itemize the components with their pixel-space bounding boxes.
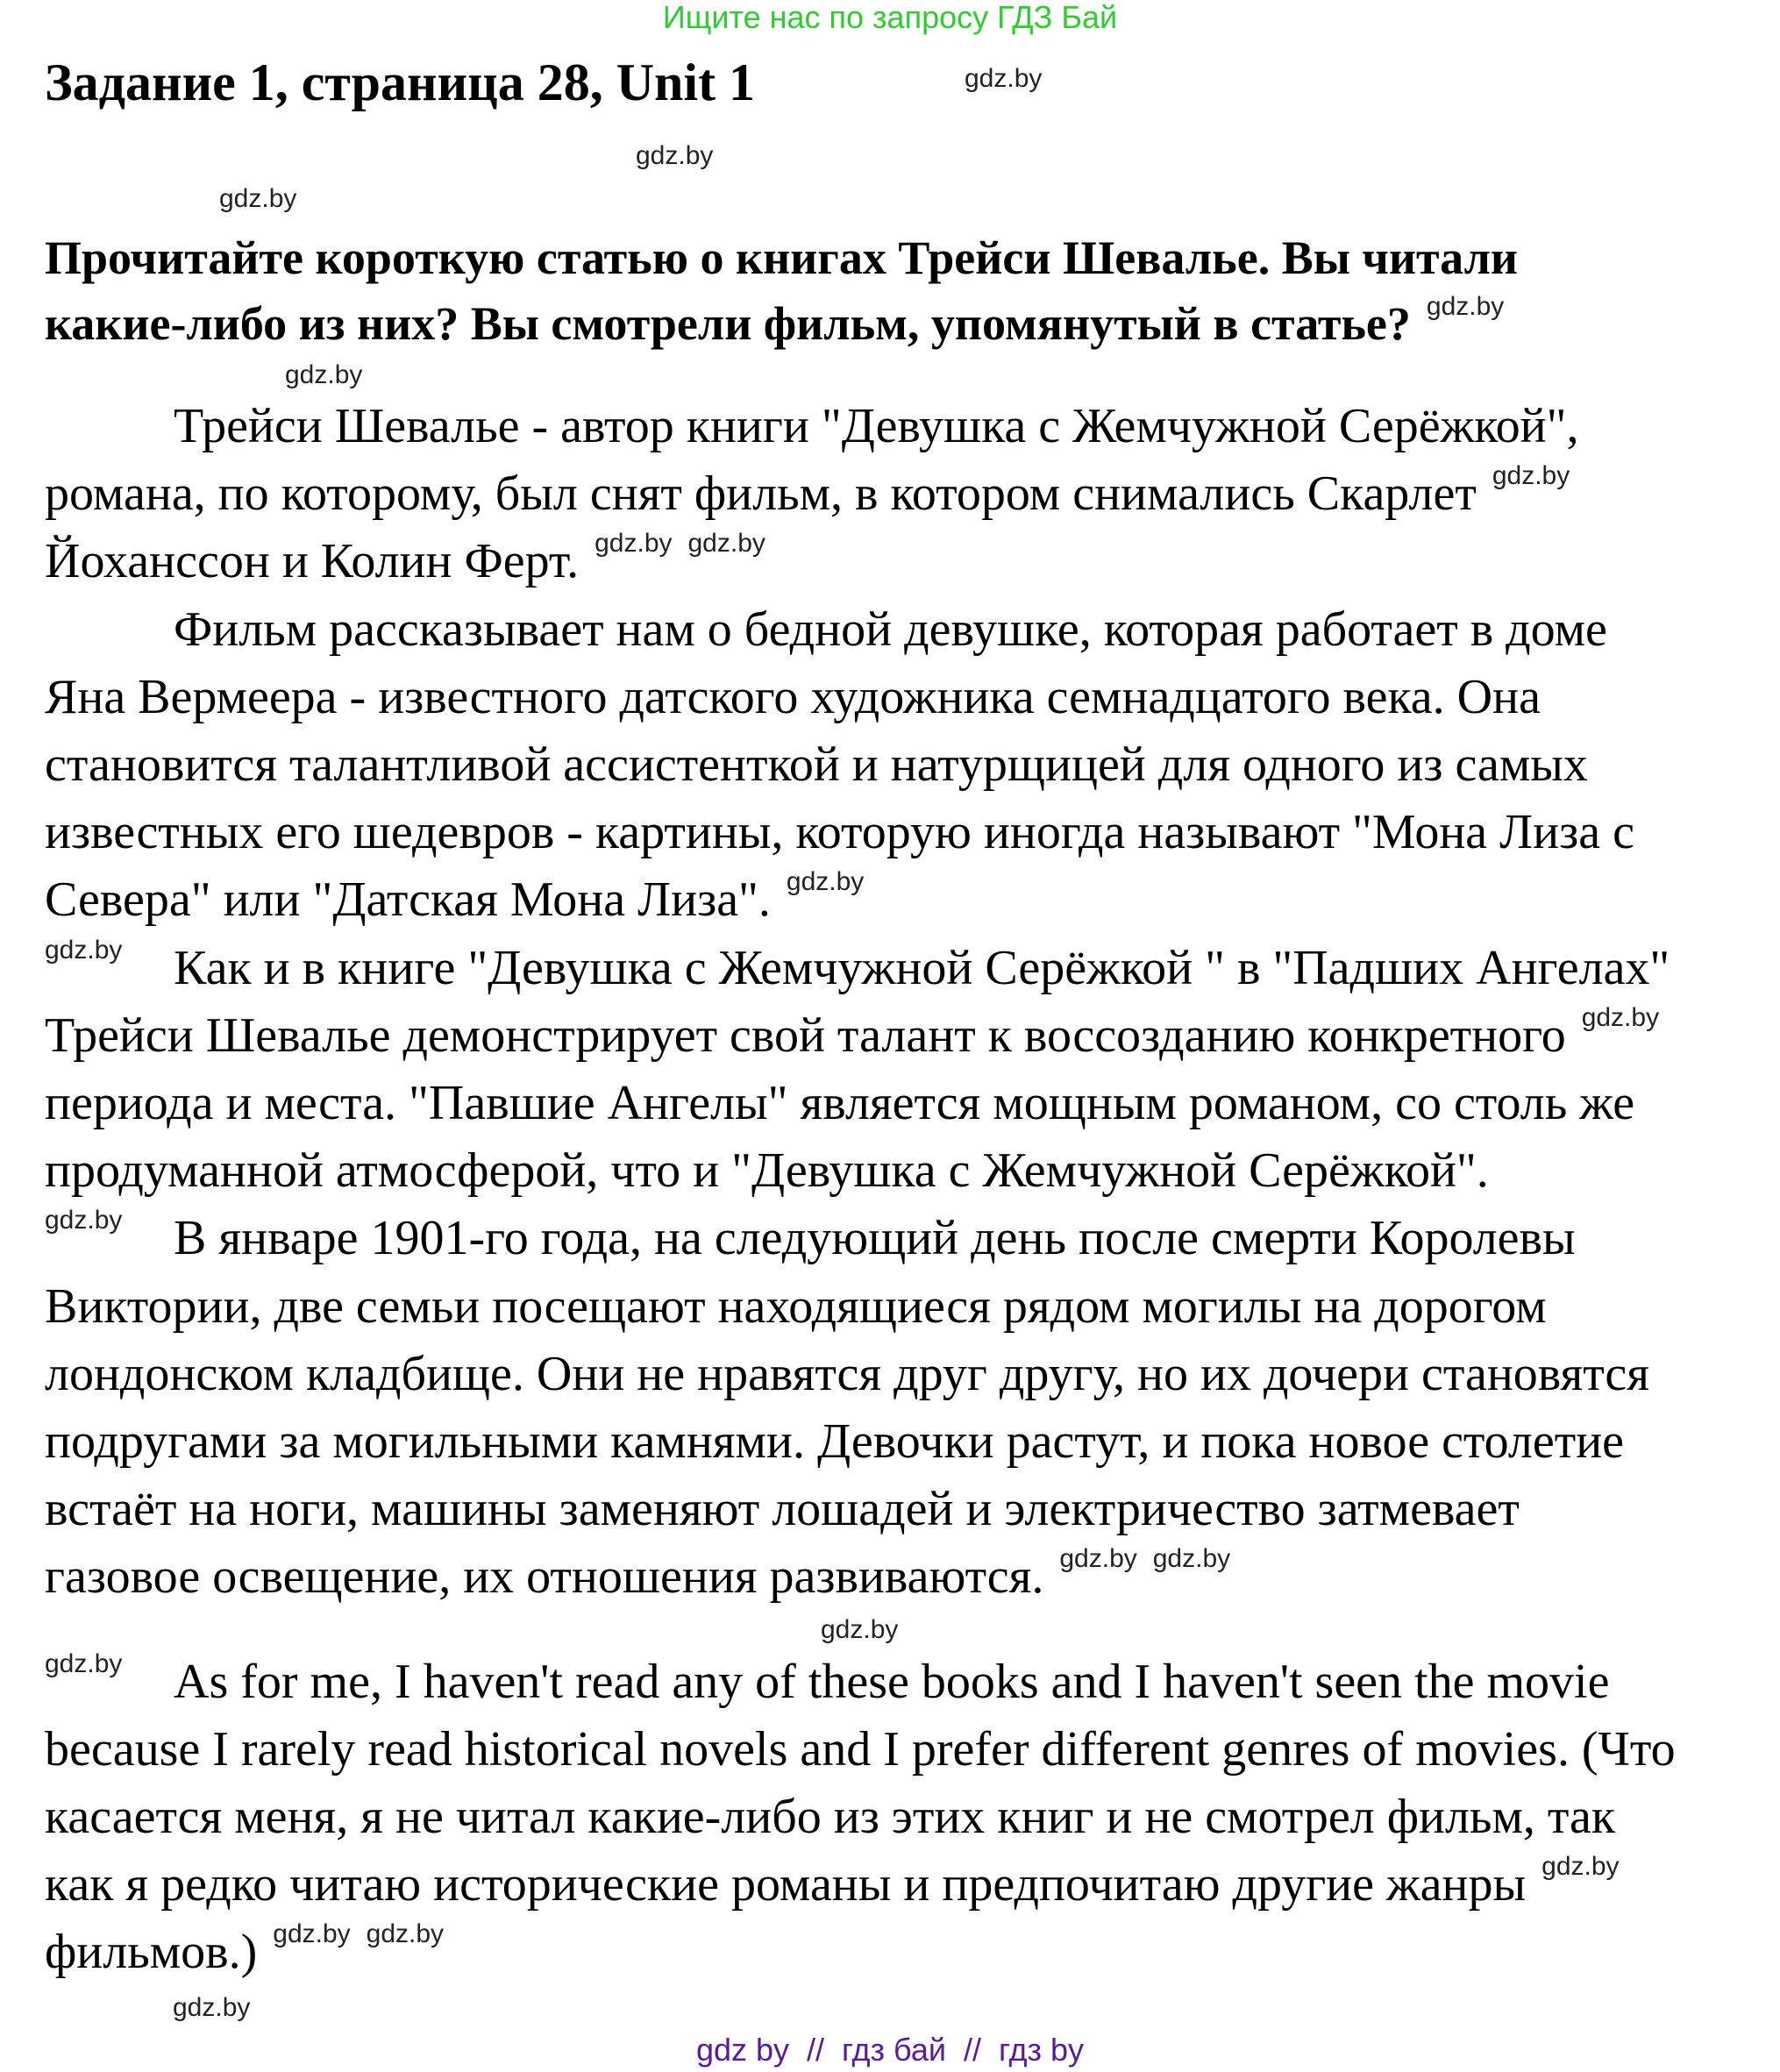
line-text: как я редко читаю исторические романы и предпочитаю другие жанры — [45, 1857, 1527, 1912]
task-heading — [45, 225, 1518, 357]
watermark: gdz.by — [1581, 1002, 1660, 1032]
line-text: газовое освещение, их отношения развиваются. — [45, 1549, 1044, 1605]
watermark: gdz.by — [786, 867, 865, 897]
indent — [45, 1205, 174, 1236]
paragraph — [45, 1205, 1676, 1611]
text-line — [45, 1273, 1547, 1341]
text-line — [45, 1476, 1520, 1543]
text-line — [45, 1543, 1230, 1611]
text-line — [45, 1716, 1676, 1784]
watermark: gdz.by — [1152, 1544, 1231, 1574]
line-text: лондонском кладбище. Они не нравятся друг другу, но их дочери становятся — [45, 1346, 1650, 1401]
text-line — [45, 935, 1670, 1002]
text-line — [45, 596, 1607, 664]
watermark: gdz.by — [1059, 1544, 1137, 1574]
watermark: gdz.by — [1541, 1852, 1620, 1882]
paragraph — [45, 393, 1676, 596]
line-text: Севера" или "Датская Мона Лиза". — [45, 872, 771, 928]
line-text: продуманной атмосферой, что и "Девушка с Жемчужной Серёжкой". — [45, 1143, 1489, 1199]
text-line — [45, 1070, 1634, 1137]
line-text: фильмов.) — [45, 1925, 258, 1980]
text-line — [45, 1408, 1624, 1476]
line-text: романа, по которому, был снят фильм, в котором снимались Скарлет — [45, 466, 1477, 522]
watermark: gdz.by — [45, 935, 123, 965]
text-line — [45, 664, 1541, 731]
watermark: gdz.by — [1492, 461, 1570, 491]
watermark: gdz.by — [366, 1919, 445, 1949]
text-line — [45, 1784, 1615, 1851]
line-text: подругами за могильными камнями. Девочки растут, и пока новое столетие — [45, 1414, 1625, 1470]
text-line — [45, 731, 1588, 799]
watermark: gdz.by — [821, 1615, 899, 1644]
paragraph — [45, 935, 1676, 1206]
text-line — [45, 1002, 1659, 1070]
text-line — [45, 1919, 444, 1986]
text-line — [45, 1648, 1609, 1716]
line-text: As for me, I haven't read any of these books and I haven't seen the movie — [174, 1654, 1610, 1709]
line-text: Трейси Шевалье - автор книги "Девушка с Жемчужной Серёжкой", — [174, 399, 1579, 453]
line-text: В январе 1901-го года, на следующий день после смерти Королевы — [174, 1211, 1576, 1266]
watermark: gdz.by — [636, 141, 714, 170]
watermark: gdz.by — [45, 1648, 123, 1678]
watermark: gdz.by — [1426, 292, 1505, 321]
line-text: Яна Вермеера - известного датского художника семнадцатого века. Она — [45, 669, 1541, 724]
footer-links: gdz by // гдз бай // гдз by — [695, 2032, 1085, 2068]
indent — [45, 1648, 174, 1680]
watermark: gdz.by — [595, 529, 673, 559]
text-line — [45, 799, 1634, 866]
paragraph — [45, 1648, 1676, 1987]
watermark: gdz.by — [173, 1993, 251, 2022]
text-line — [45, 1851, 1620, 1919]
line-text: Как и в книге "Девушка с Жемчужной Серёжкой " в "Падших Ангелах" — [174, 940, 1670, 995]
text-line — [45, 460, 1570, 528]
line-text: Фильм рассказывает нам о бедной девушке, которая работает в доме — [174, 602, 1607, 657]
text-line — [45, 393, 1578, 460]
heading-line — [45, 225, 1518, 291]
heading-text: Прочитайте короткую статью о книгах Трейси Шевалье. Вы читали — [45, 231, 1519, 284]
text-line — [45, 1205, 1576, 1272]
watermark: gdz.by — [45, 1206, 123, 1235]
heading-text: какие-либо из них? Вы смотрели фильм, упомянутый в статье? — [45, 297, 1411, 350]
line-text: периода и места. "Павшие Ангелы" является мощным романом, со столь же — [45, 1076, 1635, 1131]
paragraph — [45, 596, 1676, 935]
text-line — [45, 1341, 1649, 1408]
search-banner: Ищите нас по запросу ГДЗ Бай — [662, 0, 1118, 35]
line-text: становится талантливой ассистенткой и натурщицей для одного из самых — [45, 737, 1588, 793]
watermark: gdz.by — [273, 1919, 351, 1949]
watermark: gdz.by — [285, 360, 363, 389]
line-text: встаёт на ноги, машины заменяют лошадей и электричество затмевает — [45, 1482, 1520, 1537]
text-line — [45, 866, 864, 934]
watermark: gdz.by — [965, 64, 1043, 93]
page-title: Задание 1, страница 28, Unit 1 — [45, 53, 756, 111]
line-text: Трейси Шевалье демонстрирует свой талант к воссозданию конкретного — [45, 1008, 1566, 1063]
line-text: because I rarely read historical novels and I prefer different genres of movies. (Что — [45, 1721, 1676, 1777]
text-line — [45, 1137, 1489, 1205]
answer-text — [45, 393, 1676, 1987]
watermark: gdz.by — [687, 529, 765, 559]
indent — [45, 935, 174, 966]
heading-line — [45, 291, 1504, 357]
line-text: касается меня, я не читал какие-либо из этих книг и не смотрел фильм, так — [45, 1790, 1616, 1845]
line-text: известных его шедевров - картины, которую иногда называют "Мона Лиза с — [45, 805, 1634, 860]
line-text: Виктории, две семьи посещают находящиеся рядом могилы на дорогом — [45, 1278, 1547, 1334]
line-text: Йохансcон и Колин Ферт. — [45, 534, 580, 589]
watermark: gdz.by — [219, 184, 297, 213]
text-line — [45, 528, 765, 595]
